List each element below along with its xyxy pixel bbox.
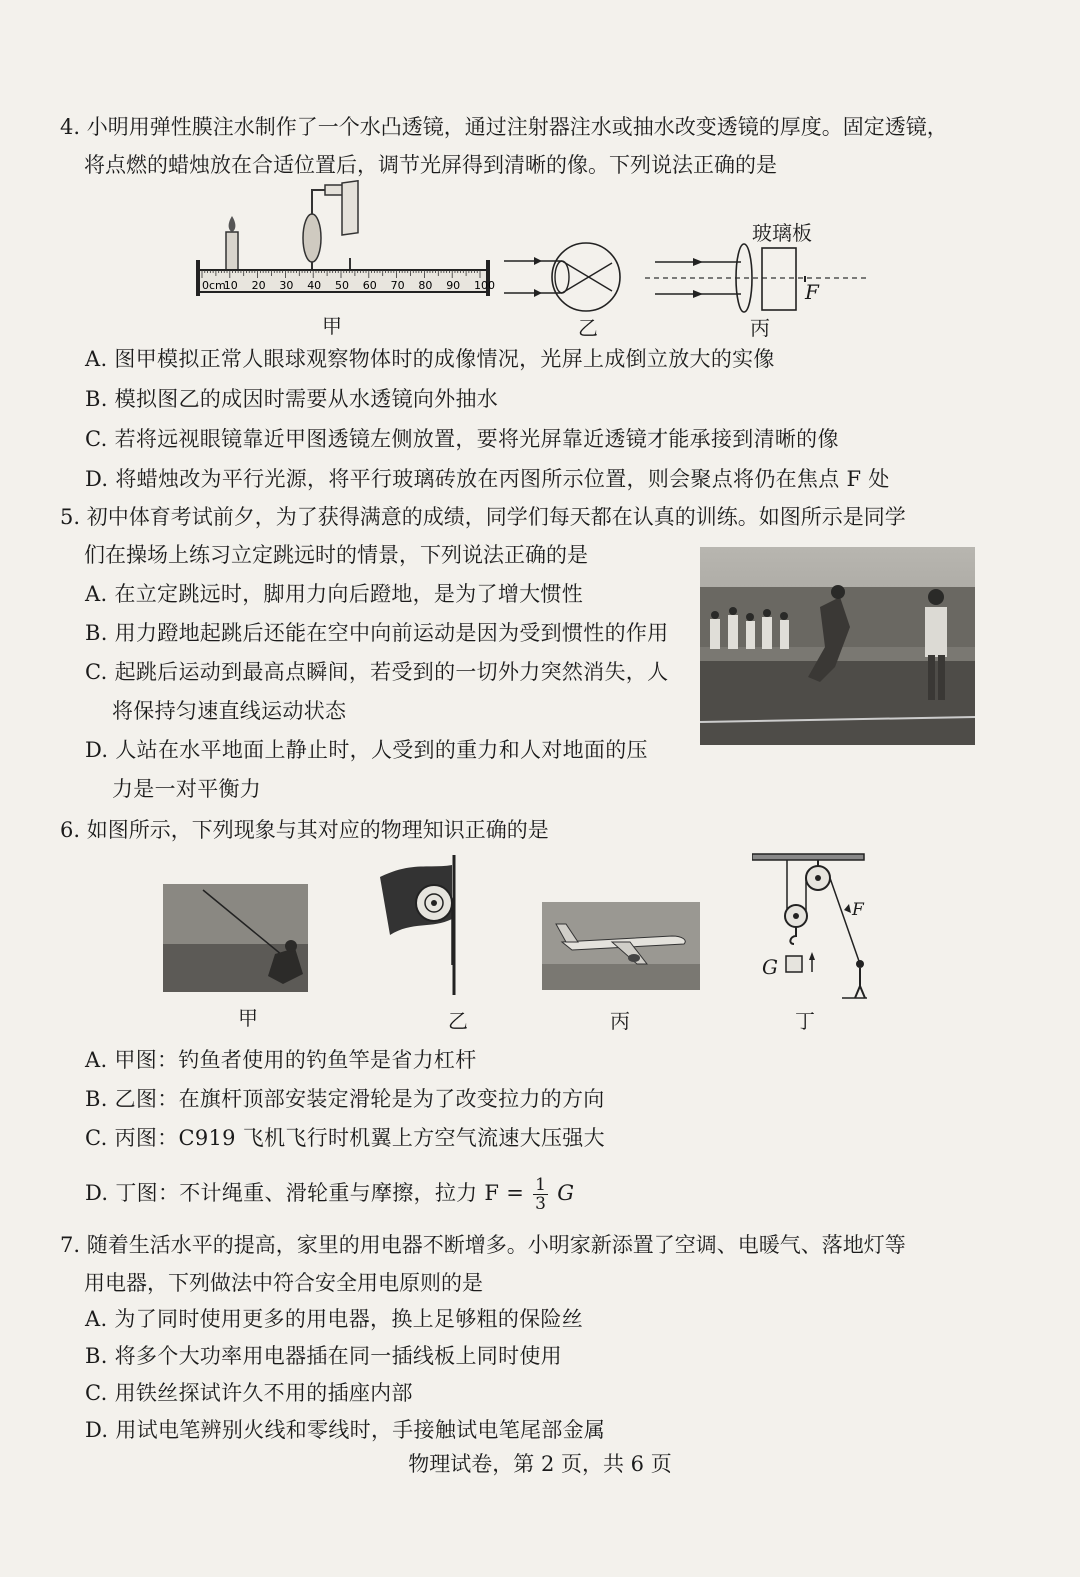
q5-option-c-line1: C. 起跳后运动到最高点瞬间，若受到的一切外力突然消失，人 — [85, 660, 669, 684]
q6-option-d-g: G — [557, 1181, 575, 1205]
ruler-tick-label: 70 — [390, 279, 405, 292]
glass-plate — [762, 248, 796, 310]
ruler-tick-label: 90 — [446, 279, 461, 292]
ruler-tick-label: 20 — [251, 279, 266, 292]
candle — [226, 232, 238, 270]
question-7-line1: 7. 随着生活水平的提高，家里的用电器不断增多。小明家新添置了空调、电暖气、落地灯等 — [60, 1233, 906, 1257]
figure-4-yi-eye-diagram — [500, 235, 640, 320]
ruler-unit-label: 0cm — [202, 279, 226, 292]
pulley-system-figure — [752, 852, 867, 1002]
figure-4-bing-label: 丙 — [750, 316, 770, 340]
weight-label-g: G — [762, 955, 778, 979]
focus-label: F — [805, 280, 819, 304]
light-screen — [342, 181, 358, 235]
eye-lens — [555, 261, 569, 293]
standing-long-jump-photo — [700, 547, 975, 745]
question-7-line2: 用电器，下列做法中符合安全用电原则的是 — [84, 1271, 483, 1295]
figure-6-yi-label: 乙 — [448, 1009, 468, 1033]
eyeball — [552, 243, 620, 311]
fishing-photo — [163, 884, 308, 992]
q5-option-b: B. 用力蹬地起跳后还能在空中向前运动是因为受到惯性的作用 — [85, 621, 669, 645]
flag-pulley-figure — [372, 855, 472, 995]
q6-option-a: A. 甲图：钓鱼者使用的钓鱼竿是省力杠杆 — [85, 1048, 477, 1072]
figure-4-jia-optical-bench — [150, 180, 500, 310]
q6-option-d — [85, 1174, 574, 1213]
c919-airplane-photo — [542, 902, 700, 990]
ruler-tick-label: 30 — [279, 279, 294, 292]
q4-option-c: C. 若将远视眼镜靠近甲图透镜左侧放置，要将光屏靠近透镜才能承接到清晰的像 — [85, 427, 839, 451]
ruler-tick-label: 100 — [474, 279, 495, 292]
q4-option-b: B. 模拟图乙的成因时需要从水透镜向外抽水 — [85, 387, 499, 411]
figure-6-ding-label: 丁 — [795, 1009, 815, 1033]
figure-4-bing-lens-glass — [645, 240, 870, 315]
question-5-line1: 5. 初中体育考试前夕，为了获得满意的成绩，同学们每天都在认真的训练。如图所示是同学 — [60, 505, 906, 529]
page-footer: 物理试卷，第 2 页，共 6 页 — [408, 1452, 672, 1476]
ruler-tick-label: 80 — [418, 279, 433, 292]
weight-block — [786, 956, 802, 972]
ruler-tick-label: 50 — [335, 279, 349, 292]
water-lens — [303, 214, 321, 262]
q6-option-d-text: D. 丁图：不计绳重、滑轮重与摩擦，拉力 F = — [85, 1181, 525, 1205]
q5-option-c-line2: 将保持匀速直线运动状态 — [112, 699, 347, 723]
question-4-line1: 4. 小明用弹性膜注水制作了一个水凸透镜，通过注射器注水或抽水改变透镜的厚度。固定透镜， — [60, 115, 948, 139]
q5-option-d-line2: 力是一对平衡力 — [112, 777, 262, 801]
q7-option-a: A. 为了同时使用更多的用电器，换上足够粗的保险丝 — [85, 1307, 584, 1331]
figure-6-bing-label: 丙 — [610, 1009, 630, 1033]
ruler-tick-label: 10 — [223, 279, 238, 292]
glass-plate-label: 玻璃板 — [752, 221, 812, 245]
question-6 — [60, 811, 1020, 849]
fraction-one-third — [533, 1176, 548, 1213]
question-4-line2: 将点燃的蜡烛放在合适位置后，调节光屏得到清晰的像。下列说法正确的是 — [84, 153, 777, 177]
figure-6-jia-label: 甲 — [238, 1006, 258, 1030]
ruler-tick-label: 40 — [307, 279, 322, 292]
q5-option-a: A. 在立定跳远时，脚用力向后蹬地，是为了增大惯性 — [85, 582, 584, 606]
fraction-denominator: 3 — [535, 1194, 547, 1214]
candle-flame — [229, 216, 236, 232]
figure-4-jia-label: 甲 — [322, 314, 342, 338]
question-6-line1: 6. 如图所示，下列现象与其对应的物理知识正确的是 — [60, 818, 549, 842]
q4-option-d: D. 将蜡烛改为平行光源，将平行玻璃砖放在丙图所示位置，则会聚点将仍在焦点 F 处 — [85, 467, 890, 491]
fraction-numerator: 1 — [535, 1175, 547, 1195]
q6-option-b: B. 乙图：在旗杆顶部安装定滑轮是为了改变拉力的方向 — [85, 1087, 605, 1111]
ruler-tick-label: 60 — [362, 279, 377, 292]
q4-option-a: A. 图甲模拟正常人眼球观察物体时的成像情况，光屏上成倒立放大的实像 — [85, 347, 775, 371]
figure-4-yi-label: 乙 — [578, 316, 598, 340]
q7-option-d: D. 用试电笔辨别火线和零线时，手接触试电笔尾部金属 — [85, 1418, 606, 1442]
q6-option-c: C. 丙图：C919 飞机飞行时机翼上方空气流速大压强大 — [85, 1126, 605, 1150]
question-5-line2: 们在操场上练习立定跳远时的情景，下列说法正确的是 — [84, 543, 588, 567]
question-7 — [60, 1226, 1020, 1302]
q7-option-c: C. 用铁丝探试许久不用的插座内部 — [85, 1381, 413, 1405]
q5-option-d-line1: D. 人站在水平地面上静止时，人受到的重力和人对地面的压 — [85, 738, 648, 762]
force-label-f: F — [852, 900, 864, 920]
q7-option-b: B. 将多个大功率用电器插在同一插线板上同时使用 — [85, 1344, 562, 1368]
question-4 — [60, 108, 1020, 184]
